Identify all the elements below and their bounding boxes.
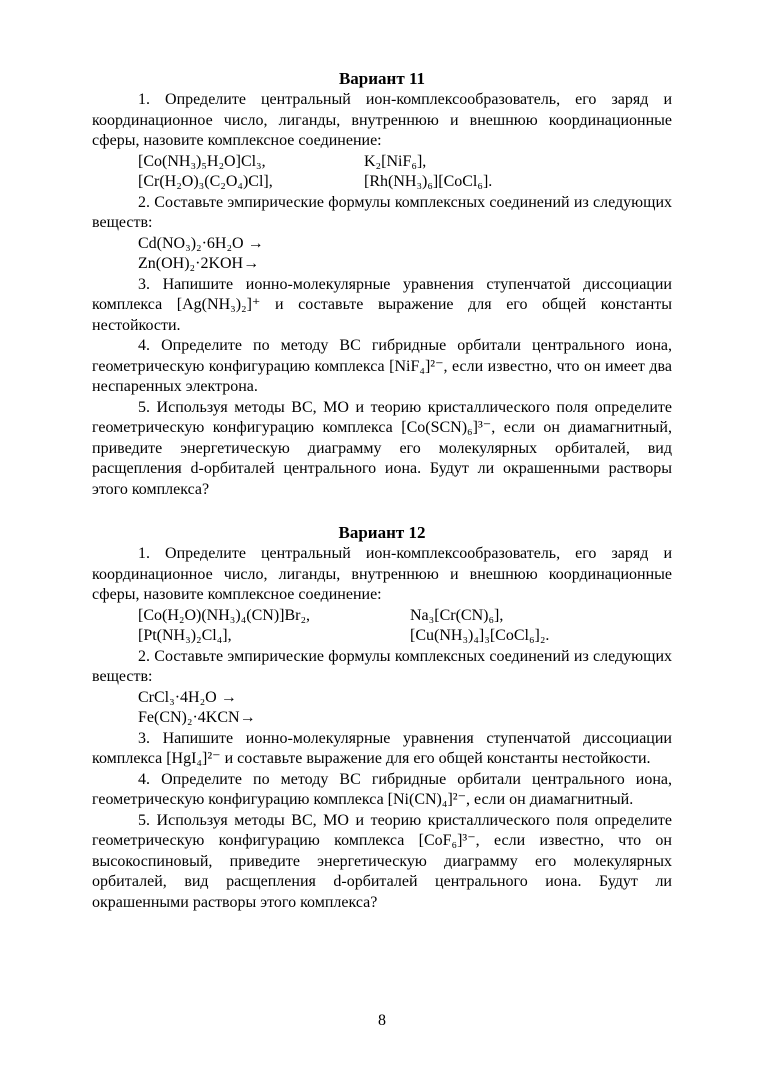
v12-compound-1: [Co(H₂O)(NH₃)₄(CN)]Br₂, (138, 606, 311, 624)
v12-compounds-row-1 (92, 606, 672, 627)
v11-task-2: 2. Составьте эмпирические формулы комплексных соединений из следующих веществ: (92, 193, 672, 231)
page-number: 8 (378, 1012, 386, 1029)
variant-12-title: Вариант 12 (338, 523, 426, 542)
v12-task-3: 3. Напишите ионно-молекулярные уравнения ступенчатой диссоциации комплекса [HgI₄]²⁻ и составьте выражение для его общей константы нестойкости. (92, 729, 672, 767)
v12-compound-4: [Cu(NH₃)₄]₃[CoCl₆]₂. (410, 627, 550, 644)
variant-11-title: Вариант 11 (338, 69, 426, 88)
v11-reaction-1: Cd(NO₃)₂·6H₂O → (138, 234, 264, 252)
v12-task-4: 4. Определите по методу ВС гибридные орбитали центрального иона, геометрическую конфигурацию комплекса [Ni(CN)₄]²⁻, если он диамагнитный. (92, 770, 672, 808)
v11-compound-4: [Rh(NH₃)₆][CoCl₆]. (364, 173, 493, 190)
v12-reaction-2: Fe(CN)₂·4KCN→ (138, 709, 256, 726)
section-gap (92, 500, 672, 522)
v12-compound-2: Na₃[Cr(CN)₆], (410, 606, 504, 624)
v11-task-3: 3. Напишите ионно-молекулярные уравнения ступенчатой диссоциации комплекса [Ag(NH₃)₂]⁺ и составьте выражение для его общей константы нестойкости. (92, 275, 672, 334)
v11-compound-3: [Cr(H₂O)₃(C₂O₄)Cl], (138, 173, 273, 190)
v12-compound-3: [Pt(NH₃)₂Cl₄], (138, 627, 232, 644)
v12-reaction-1: CrCl₃·4H₂O → (138, 688, 237, 706)
page-content (92, 68, 672, 913)
v11-task-4: 4. Определите по методу ВС гибридные орбитали центрального иона, геометрическую конфигурацию комплекса [NiF₄]²⁻, если известно, что он имеет два неспаренных электрона. (92, 337, 672, 395)
v12-task-2: 2. Составьте эмпирические формулы комплексных соединений из следующих веществ: (92, 647, 672, 685)
v11-compound-1: [Co(NH₃)₅H₂O]Cl₃, (138, 152, 266, 170)
v11-compounds-row-1 (92, 152, 672, 173)
variant-11-section (92, 68, 672, 500)
v12-task-5: 5. Используя методы ВС, МО и теорию кристаллического поля определите геометрическую конфигурацию комплекса [CoF₆]³⁻, если известно, что он высокоспиновый, приведите энергетическую диаграмму его молекулярных орбиталей, вид расщепления d-орбиталей центрального иона. Будут ли окрашенными растворы этого комплекса? (92, 811, 672, 911)
v11-compound-2: K₂[NiF₆], (364, 152, 427, 170)
v11-reaction-2: Zn(OH)₂·2KOH→ (138, 255, 260, 272)
v12-task-1: 1. Определите центральный ион-комплексообразователь, его заряд и координационное число, лиганды, внутреннюю и внешнюю координационные сферы, назовите комплексное соединение: (92, 545, 672, 603)
variant-12-section (92, 522, 672, 913)
v11-task-5: 5. Используя методы ВС, МО и теорию кристаллического поля определите геометрическую конфигурацию комплекса [Co(SCN)₆]³⁻, если он диамагнитный, приведите энергетическую диаграмму его молекулярных орбиталей, вид расщепления d-орбиталей центрального иона. Будут ли окрашенными растворы этого комплекса? (92, 398, 672, 498)
v11-task-1: 1. Определите центральный ион-комплексообразователь, его заряд и координационное число, лиганды, внутреннюю и внешнюю координационные сферы, назовите комплексное соединение: (92, 91, 672, 149)
v12-compounds-row-2 (92, 626, 672, 647)
v11-compounds-row-2 (92, 172, 672, 193)
